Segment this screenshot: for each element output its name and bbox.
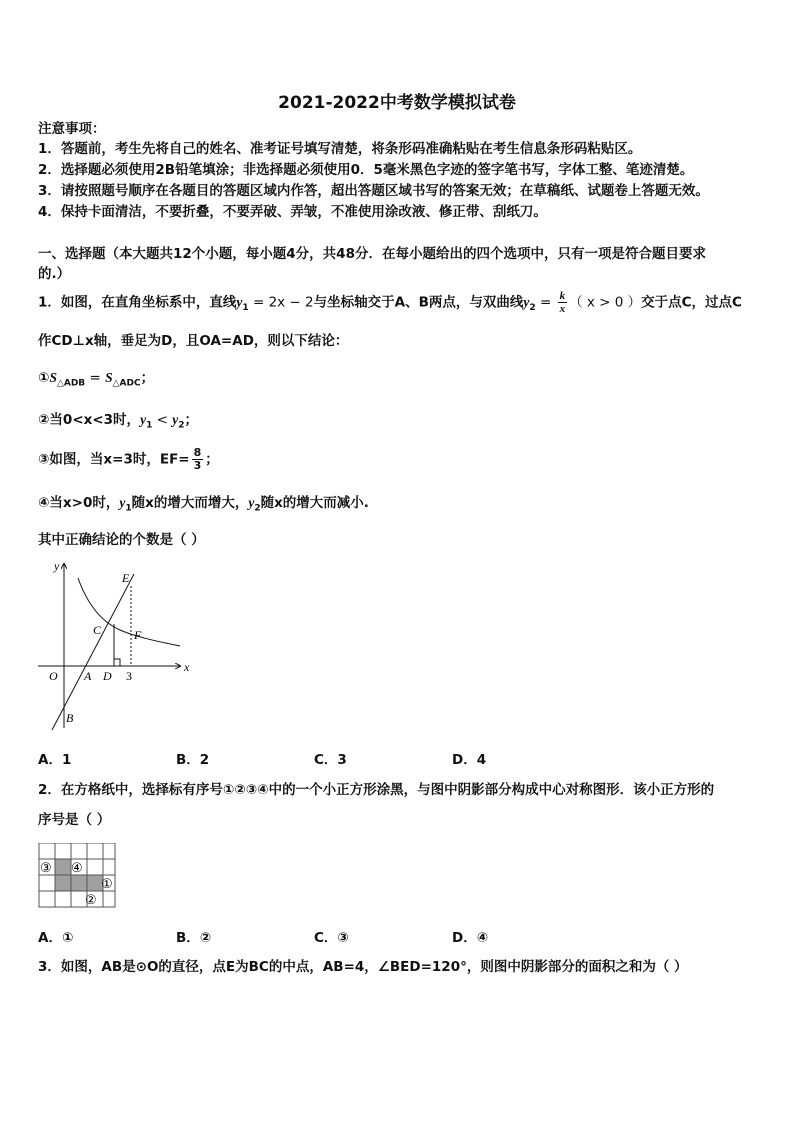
label-b: B: [66, 711, 74, 725]
q1-text-part1: 1．如图，在直角坐标系中，直线: [38, 294, 237, 311]
q1-conclusion-4: [38, 493, 369, 519]
q1-option-d[interactable]: D．4: [452, 752, 487, 768]
q1-c1-end: ；: [140, 370, 155, 386]
q1-c1-prefix: ①: [38, 370, 50, 386]
q1-c2-sub2: 2: [178, 420, 185, 431]
q1-c3-fraction: [192, 447, 204, 472]
q1-conclusion-3: [38, 447, 219, 472]
q1-y1-sub: 1: [242, 303, 249, 314]
q3-stem: 3．如图，AB是⊙O的直径，点E为BC的中点，AB=4，∠BED=120°，则图中阴影部分的面积之和为（ ）: [38, 959, 688, 975]
cell-label-1: ①: [101, 876, 113, 891]
q1-conclusion-2: [38, 410, 198, 436]
q1-c4-a: ④当x>0时，: [38, 495, 120, 511]
label-3: 3: [126, 669, 132, 683]
q1-c4-c: 随x的增大而减小.: [260, 495, 369, 511]
cell-label-4: ④: [71, 860, 83, 875]
q1-c2-y2: y: [172, 412, 179, 427]
label-x: x: [184, 660, 190, 674]
q1-y2-sub: 2: [529, 303, 536, 314]
label-d: D: [103, 669, 112, 683]
q1-condition: （ x > 0 ）: [569, 294, 642, 311]
q1-question: 其中正确结论的个数是（ ）: [38, 532, 205, 548]
q2-option-c[interactable]: C．③: [314, 930, 349, 946]
q1-eq-sign: =: [535, 294, 556, 311]
q1-c2-sub1: 1: [146, 420, 153, 431]
q2-option-a[interactable]: A．①: [38, 930, 74, 946]
notice-item-1: 1．答题前，考生先将自己的姓名、准考证号填写清楚，将条形码准确粘贴在考生信息条形码粘贴区。: [38, 141, 642, 157]
q1-c3-text: ③如图，当x=3时，EF=: [38, 451, 190, 468]
q2-option-d[interactable]: D．④: [452, 930, 489, 946]
label-f: F: [134, 628, 142, 642]
q1-figure: [30, 558, 200, 736]
notice-item-3: 3．请按照题号顺序在各题目的答题区域内作答，超出答题区域书写的答案无效；在草稿纸、试题卷上答题无效。: [38, 183, 709, 199]
q1-c2-text: ②当0<x<3时，: [38, 412, 141, 428]
q1-text-part2: 与坐标轴交于A、B两点，与双曲线: [313, 294, 524, 311]
q2-grid-figure: [38, 843, 118, 909]
q2-stem-line1: 2．在方格纸中，选择标有序号①②③④中的一个小正方形涂黑，与图中阴影部分构成中心对称图形．该小正方形的: [38, 782, 715, 798]
label-a: A: [84, 669, 92, 683]
notice-item-4: 4．保持卡面清洁，不要折叠，不要弄破、弄皱，不准使用涂改液、修正带、刮纸刀。: [38, 204, 547, 220]
right-angle-mark: [114, 659, 120, 666]
q1-option-b[interactable]: B．2: [176, 752, 210, 768]
q1-c4-sub2: 2: [254, 503, 261, 514]
q1-option-c[interactable]: C．3: [314, 752, 347, 768]
q1-c2-y1: y: [140, 412, 147, 427]
section1-heading-line2: 的.）: [38, 266, 71, 282]
q1-c3-end: ；: [205, 451, 219, 468]
q1-option-a[interactable]: A．1: [38, 752, 72, 768]
q1-fraction-k-over-x: [558, 290, 568, 315]
page-title: 2021-2022中考数学模拟试卷: [278, 93, 516, 113]
q1-c1-s1: S: [49, 370, 57, 385]
q2-option-b[interactable]: B．②: [176, 930, 212, 946]
q1-text-part3: 交于点C，过点C: [641, 294, 742, 311]
notice-heading: 注意事项：: [38, 121, 106, 137]
q1-stem-line1: [38, 290, 742, 318]
q1-c2-lt: <: [152, 412, 173, 428]
label-o: O: [49, 669, 58, 683]
q1-c1-eq: =: [85, 370, 106, 386]
q1-c1-s2: S: [105, 370, 113, 385]
q1-stem-line2: 作CD⊥x轴，垂足为D，且OA=AD，则以下结论：: [38, 333, 349, 349]
label-c: C: [93, 623, 102, 637]
q1-conclusion-1: [38, 368, 154, 394]
q1-c3-den: 3: [193, 459, 202, 472]
q1-y2: y: [523, 294, 530, 310]
q2-stem-line2: 序号是（ ）: [38, 812, 111, 828]
grid-lines: [39, 843, 115, 907]
q1-c3-num: 8: [193, 446, 202, 459]
label-y: y: [54, 559, 60, 573]
q1-y1: y: [236, 294, 243, 310]
q1-c4-b: 随x的增大而增大，: [131, 495, 249, 511]
section1-heading-line1: 一、选择题（本大题共12个小题，每小题4分，共48分．在每小题给出的四个选项中，只有一项是符合题目要求: [38, 246, 706, 262]
q1-c4-y2: y: [248, 495, 255, 510]
q1-c1-sub1: △ADB: [56, 378, 86, 389]
q1-frac-num: k: [559, 290, 566, 302]
q1-c4-sub1: 1: [125, 503, 132, 514]
q1-c2-end: ；: [184, 412, 198, 428]
cell-label-3: ③: [40, 860, 52, 875]
cell-label-2: ②: [85, 892, 97, 907]
q1-line-equation: = 2x − 2: [248, 294, 314, 311]
q1-c1-sub2: △ADC: [112, 378, 141, 389]
notice-item-2: 2．选择题必须使用2B铅笔填涂；非选择题必须使用0．5毫米黑色字迹的签字笔书写，字体工整、笔迹清楚。: [38, 162, 694, 178]
q1-frac-den: x: [559, 303, 566, 315]
q1-c4-y1: y: [119, 495, 126, 510]
label-e: E: [122, 571, 130, 585]
